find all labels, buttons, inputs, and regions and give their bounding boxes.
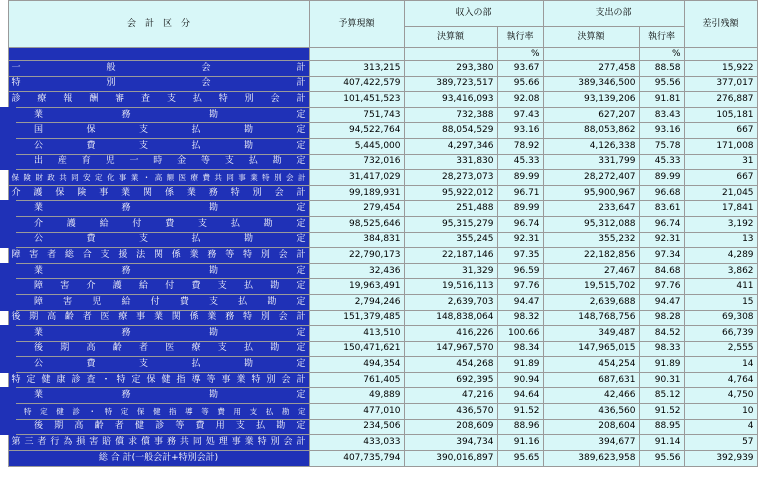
expenditure-rate-cell: 95.56 bbox=[639, 76, 684, 92]
revenue-rate-cell: 97.43 bbox=[497, 107, 543, 123]
balance-cell: 10 bbox=[684, 404, 757, 420]
balance-cell: 69,308 bbox=[684, 310, 757, 326]
balance-cell: 3,862 bbox=[684, 263, 757, 279]
expenditure-settled-header: 決算額 bbox=[543, 27, 639, 48]
expenditure-cell: 28,272,407 bbox=[543, 170, 639, 186]
revenue-rate-cell: 91.16 bbox=[497, 435, 543, 451]
balance-cell: 15,922 bbox=[684, 61, 757, 77]
expenditure-rate-cell: 45.33 bbox=[639, 154, 684, 170]
revenue-settled-header: 決算額 bbox=[404, 27, 497, 48]
revenue-cell: 95,315,279 bbox=[404, 216, 497, 232]
revenue-rate-cell: 94.64 bbox=[497, 388, 543, 404]
row-label: 特定健康診査・特定保健指導等事業特別会計 bbox=[8, 372, 309, 388]
total-expenditure: 389,623,958 bbox=[543, 450, 639, 466]
row-label: 後期高齢者医療事業関係業務特別会計 bbox=[8, 310, 309, 326]
budget-cell: 234,506 bbox=[309, 419, 404, 435]
spacer-cell bbox=[8, 48, 309, 61]
expenditure-cell: 355,232 bbox=[543, 232, 639, 248]
expenditure-rate-cell: 98.28 bbox=[639, 310, 684, 326]
balance-cell: 13 bbox=[684, 232, 757, 248]
budget-cell: 22,790,173 bbox=[309, 248, 404, 264]
expenditure-rate-cell: 83.43 bbox=[639, 107, 684, 123]
expenditure-cell: 687,631 bbox=[543, 372, 639, 388]
expenditure-rate-cell: 91.89 bbox=[639, 357, 684, 373]
budget-cell: 99,189,931 bbox=[309, 185, 404, 201]
expenditure-cell: 95,900,967 bbox=[543, 185, 639, 201]
row-label: 診療報酬審査支払特別会計 bbox=[8, 92, 309, 108]
revenue-cell: 436,570 bbox=[404, 404, 497, 420]
revenue-cell: 95,922,012 bbox=[404, 185, 497, 201]
table-row bbox=[8, 341, 757, 357]
row-label: 国保支払勘定 bbox=[8, 123, 309, 139]
expenditure-cell: 147,965,015 bbox=[543, 341, 639, 357]
category-header: 会 計 区 分 bbox=[8, 1, 309, 48]
budget-cell: 98,525,646 bbox=[309, 216, 404, 232]
budget-cell: 150,471,621 bbox=[309, 341, 404, 357]
table-row bbox=[8, 201, 757, 217]
table-row bbox=[8, 263, 757, 279]
balance-cell: 17,841 bbox=[684, 201, 757, 217]
total-revenue-rate: 95.65 bbox=[497, 450, 543, 466]
balance-cell: 14 bbox=[684, 357, 757, 373]
revenue-rate-cell: 91.89 bbox=[497, 357, 543, 373]
balance-cell: 4 bbox=[684, 419, 757, 435]
revenue-rate-cell: 89.99 bbox=[497, 170, 543, 186]
revenue-cell: 732,388 bbox=[404, 107, 497, 123]
table-row bbox=[8, 310, 757, 326]
budget-cell: 494,354 bbox=[309, 357, 404, 373]
budget-cell: 31,417,029 bbox=[309, 170, 404, 186]
balance-cell: 667 bbox=[684, 123, 757, 139]
percent-unit: % bbox=[639, 48, 684, 61]
expenditure-rate-cell: 91.81 bbox=[639, 92, 684, 108]
table-row bbox=[8, 419, 757, 435]
table-row bbox=[8, 326, 757, 342]
expenditure-rate-cell: 96.74 bbox=[639, 216, 684, 232]
balance-cell: 105,181 bbox=[684, 107, 757, 123]
revenue-cell: 331,830 bbox=[404, 154, 497, 170]
total-balance: 392,939 bbox=[684, 450, 757, 466]
balance-cell: 377,017 bbox=[684, 76, 757, 92]
row-label: 公費支払勘定 bbox=[8, 138, 309, 154]
revenue-cell: 148,838,064 bbox=[404, 310, 497, 326]
total-row bbox=[8, 450, 757, 466]
revenue-rate-cell: 96.71 bbox=[497, 185, 543, 201]
budget-cell: 384,831 bbox=[309, 232, 404, 248]
revenue-header: 収入の部 bbox=[404, 1, 543, 27]
revenue-rate-cell: 98.32 bbox=[497, 310, 543, 326]
table-row bbox=[8, 232, 757, 248]
revenue-cell: 47,216 bbox=[404, 388, 497, 404]
expenditure-rate-header: 執行率 bbox=[639, 27, 684, 48]
expenditure-cell: 148,768,756 bbox=[543, 310, 639, 326]
row-label: 出産育児一時金等支払勘定 bbox=[8, 154, 309, 170]
row-label: 業務勘定 bbox=[8, 263, 309, 279]
balance-cell: 66,739 bbox=[684, 326, 757, 342]
revenue-rate-header: 執行率 bbox=[497, 27, 543, 48]
revenue-rate-cell: 96.74 bbox=[497, 216, 543, 232]
expenditure-rate-cell: 91.14 bbox=[639, 435, 684, 451]
revenue-cell: 293,380 bbox=[404, 61, 497, 77]
budget-cell: 32,436 bbox=[309, 263, 404, 279]
expenditure-rate-cell: 96.68 bbox=[639, 185, 684, 201]
revenue-cell: 147,967,570 bbox=[404, 341, 497, 357]
table-row bbox=[8, 357, 757, 373]
budget-cell: 101,451,523 bbox=[309, 92, 404, 108]
budget-cell: 761,405 bbox=[309, 372, 404, 388]
expenditure-cell: 88,053,862 bbox=[543, 123, 639, 139]
balance-cell: 15 bbox=[684, 294, 757, 310]
balance-cell: 276,887 bbox=[684, 92, 757, 108]
expenditure-cell: 277,458 bbox=[543, 61, 639, 77]
row-label: 公費支払勘定 bbox=[8, 357, 309, 373]
total-expenditure-rate: 95.56 bbox=[639, 450, 684, 466]
revenue-rate-cell: 89.99 bbox=[497, 201, 543, 217]
budget-cell: 94,522,764 bbox=[309, 123, 404, 139]
revenue-cell: 208,609 bbox=[404, 419, 497, 435]
total-budget: 407,735,794 bbox=[309, 450, 404, 466]
revenue-rate-cell: 45.33 bbox=[497, 154, 543, 170]
row-label: 特別会計 bbox=[8, 76, 309, 92]
revenue-cell: 19,516,113 bbox=[404, 279, 497, 295]
table-row bbox=[8, 61, 757, 77]
budget-cell: 19,963,491 bbox=[309, 279, 404, 295]
table-row bbox=[8, 185, 757, 201]
expenditure-cell: 93,139,206 bbox=[543, 92, 639, 108]
revenue-rate-cell: 91.52 bbox=[497, 404, 543, 420]
revenue-rate-cell: 96.59 bbox=[497, 263, 543, 279]
balance-cell: 411 bbox=[684, 279, 757, 295]
revenue-rate-cell: 93.67 bbox=[497, 61, 543, 77]
expenditure-cell: 2,639,688 bbox=[543, 294, 639, 310]
revenue-cell: 454,268 bbox=[404, 357, 497, 373]
balance-cell: 2,555 bbox=[684, 341, 757, 357]
table-row bbox=[8, 404, 757, 420]
budget-cell: 477,010 bbox=[309, 404, 404, 420]
revenue-rate-cell: 98.34 bbox=[497, 341, 543, 357]
expenditure-rate-cell: 97.76 bbox=[639, 279, 684, 295]
revenue-rate-cell: 93.16 bbox=[497, 123, 543, 139]
revenue-cell: 416,226 bbox=[404, 326, 497, 342]
row-label: 障害介護給付費支払勘定 bbox=[8, 279, 309, 295]
expenditure-cell: 394,677 bbox=[543, 435, 639, 451]
expenditure-cell: 42,466 bbox=[543, 388, 639, 404]
expenditure-header: 支出の部 bbox=[543, 1, 684, 27]
balance-header: 差引残額 bbox=[684, 1, 757, 48]
row-label: 後期高齢者医療支払勘定 bbox=[8, 341, 309, 357]
revenue-cell: 692,395 bbox=[404, 372, 497, 388]
expenditure-cell: 208,604 bbox=[543, 419, 639, 435]
table-row bbox=[8, 92, 757, 108]
revenue-rate-cell: 94.47 bbox=[497, 294, 543, 310]
row-label: 介護給付費支払勘定 bbox=[8, 216, 309, 232]
expenditure-rate-cell: 75.78 bbox=[639, 138, 684, 154]
budget-cell: 413,510 bbox=[309, 326, 404, 342]
row-label: 特定健診・特定保健指導等費用支払勘定 bbox=[8, 404, 309, 420]
row-label: 障害児給付費支払勘定 bbox=[8, 294, 309, 310]
row-label: 業務勘定 bbox=[8, 388, 309, 404]
revenue-rate-cell: 88.96 bbox=[497, 419, 543, 435]
expenditure-rate-cell: 93.16 bbox=[639, 123, 684, 139]
row-label: 業務勘定 bbox=[8, 201, 309, 217]
revenue-cell: 2,639,703 bbox=[404, 294, 497, 310]
table-row bbox=[8, 170, 757, 186]
expenditure-cell: 331,799 bbox=[543, 154, 639, 170]
revenue-cell: 31,329 bbox=[404, 263, 497, 279]
row-label: 一般会計 bbox=[8, 61, 309, 77]
expenditure-cell: 95,312,088 bbox=[543, 216, 639, 232]
expenditure-cell: 19,515,702 bbox=[543, 279, 639, 295]
expenditure-rate-cell: 83.61 bbox=[639, 201, 684, 217]
balance-cell: 4,289 bbox=[684, 248, 757, 264]
revenue-cell: 355,245 bbox=[404, 232, 497, 248]
budget-cell: 151,379,485 bbox=[309, 310, 404, 326]
revenue-cell: 394,734 bbox=[404, 435, 497, 451]
balance-cell: 57 bbox=[684, 435, 757, 451]
revenue-rate-cell: 100.66 bbox=[497, 326, 543, 342]
balance-cell: 4,764 bbox=[684, 372, 757, 388]
expenditure-cell: 233,647 bbox=[543, 201, 639, 217]
balance-cell: 3,192 bbox=[684, 216, 757, 232]
budget-cell: 732,016 bbox=[309, 154, 404, 170]
row-label: 公費支払勘定 bbox=[8, 232, 309, 248]
expenditure-cell: 349,487 bbox=[543, 326, 639, 342]
table-row bbox=[8, 435, 757, 451]
table-row bbox=[8, 123, 757, 139]
expenditure-rate-cell: 88.95 bbox=[639, 419, 684, 435]
revenue-rate-cell: 97.35 bbox=[497, 248, 543, 264]
row-label: 第三者行為損害賠償求償事務共同処理事業特別会計 bbox=[8, 435, 309, 451]
revenue-rate-cell: 97.76 bbox=[497, 279, 543, 295]
revenue-cell: 88,054,529 bbox=[404, 123, 497, 139]
table-row bbox=[8, 248, 757, 264]
budget-cell: 433,033 bbox=[309, 435, 404, 451]
balance-cell: 31 bbox=[684, 154, 757, 170]
row-label: 業務勘定 bbox=[8, 326, 309, 342]
expenditure-cell: 27,467 bbox=[543, 263, 639, 279]
table-row bbox=[8, 138, 757, 154]
revenue-rate-cell: 90.94 bbox=[497, 372, 543, 388]
total-label: 総 合 計(一般会計+特別会計) bbox=[8, 450, 309, 466]
revenue-cell: 22,187,146 bbox=[404, 248, 497, 264]
expenditure-cell: 454,254 bbox=[543, 357, 639, 373]
revenue-cell: 389,723,517 bbox=[404, 76, 497, 92]
table-row bbox=[8, 154, 757, 170]
table-row bbox=[8, 216, 757, 232]
budget-cell: 279,454 bbox=[309, 201, 404, 217]
row-label: 後期高齢者健診等費用支払勘定 bbox=[8, 419, 309, 435]
revenue-cell: 93,416,093 bbox=[404, 92, 497, 108]
row-label: 介護保険事業関係業務特別会計 bbox=[8, 185, 309, 201]
expenditure-rate-cell: 85.12 bbox=[639, 388, 684, 404]
row-label: 障害者総合支援法関係業務等特別会計 bbox=[8, 248, 309, 264]
balance-cell: 21,045 bbox=[684, 185, 757, 201]
expenditure-cell: 4,126,338 bbox=[543, 138, 639, 154]
balance-cell: 171,008 bbox=[684, 138, 757, 154]
revenue-cell: 251,488 bbox=[404, 201, 497, 217]
percent-unit: % bbox=[497, 48, 543, 61]
table-row bbox=[8, 294, 757, 310]
expenditure-rate-cell: 97.34 bbox=[639, 248, 684, 264]
revenue-rate-cell: 78.92 bbox=[497, 138, 543, 154]
balance-cell: 4,750 bbox=[684, 388, 757, 404]
table-row bbox=[8, 388, 757, 404]
revenue-rate-cell: 92.08 bbox=[497, 92, 543, 108]
expenditure-rate-cell: 94.47 bbox=[639, 294, 684, 310]
table-row bbox=[8, 372, 757, 388]
table-body bbox=[8, 61, 757, 451]
budget-cell: 5,445,000 bbox=[309, 138, 404, 154]
expenditure-rate-cell: 98.33 bbox=[639, 341, 684, 357]
table-row bbox=[8, 107, 757, 123]
expenditure-rate-cell: 88.58 bbox=[639, 61, 684, 77]
expenditure-cell: 627,207 bbox=[543, 107, 639, 123]
expenditure-rate-cell: 89.99 bbox=[639, 170, 684, 186]
revenue-cell: 28,273,073 bbox=[404, 170, 497, 186]
expenditure-rate-cell: 91.52 bbox=[639, 404, 684, 420]
budget-cell: 49,889 bbox=[309, 388, 404, 404]
expenditure-rate-cell: 84.52 bbox=[639, 326, 684, 342]
budget-header: 予算現額 bbox=[309, 1, 404, 48]
total-revenue: 390,016,897 bbox=[404, 450, 497, 466]
expenditure-rate-cell: 92.31 bbox=[639, 232, 684, 248]
budget-cell: 2,794,246 bbox=[309, 294, 404, 310]
table-row bbox=[8, 76, 757, 92]
row-label: 保険財政共同安定化事業・高額医療費共同事業特別会計 bbox=[8, 170, 309, 186]
revenue-cell: 4,297,346 bbox=[404, 138, 497, 154]
table-row bbox=[8, 279, 757, 295]
expenditure-cell: 22,182,856 bbox=[543, 248, 639, 264]
budget-cell: 313,215 bbox=[309, 61, 404, 77]
expenditure-rate-cell: 84.68 bbox=[639, 263, 684, 279]
revenue-rate-cell: 95.66 bbox=[497, 76, 543, 92]
budget-cell: 751,743 bbox=[309, 107, 404, 123]
balance-cell: 667 bbox=[684, 170, 757, 186]
expenditure-rate-cell: 90.31 bbox=[639, 372, 684, 388]
row-label: 業務勘定 bbox=[8, 107, 309, 123]
expenditure-cell: 436,560 bbox=[543, 404, 639, 420]
expenditure-cell: 389,346,500 bbox=[543, 76, 639, 92]
budget-cell: 407,422,579 bbox=[309, 76, 404, 92]
revenue-rate-cell: 92.31 bbox=[497, 232, 543, 248]
